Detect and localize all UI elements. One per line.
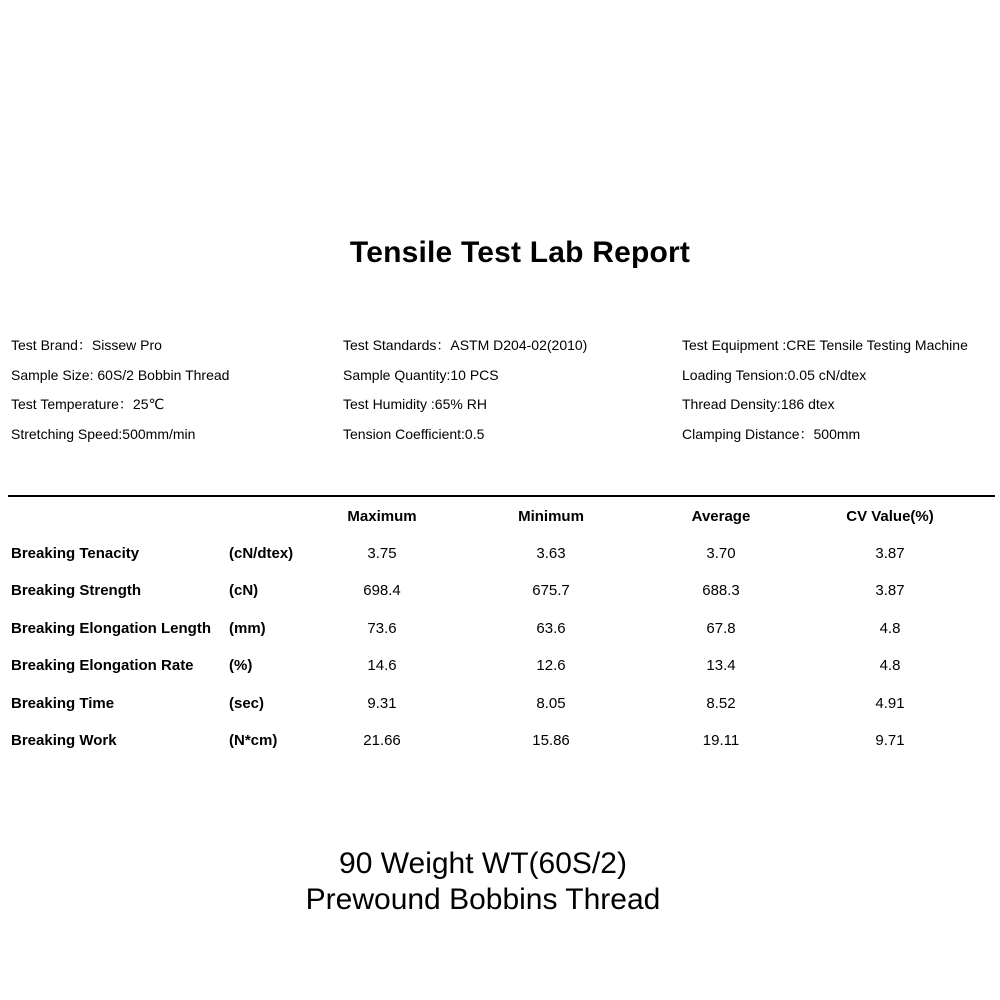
- row-label: Breaking Elongation Length: [11, 620, 212, 637]
- caption-line-2: Prewound Bobbins Thread: [305, 883, 661, 916]
- cell-maximum: 73.6: [367, 620, 397, 637]
- cell-maximum: 14.6: [367, 657, 397, 674]
- results-table: [0, 505, 1000, 761]
- test-info-column-1: [11, 336, 229, 454]
- cell-average: 19.11: [702, 732, 740, 749]
- cell-minimum: 63.6: [536, 620, 566, 637]
- report-title: Tensile Test Lab Report: [349, 236, 691, 269]
- cell-minimum: 675.7: [532, 582, 570, 599]
- cell-maximum: 9.31: [367, 695, 397, 712]
- cell-cv-value: 9.71: [875, 732, 905, 749]
- row-unit: (N*cm): [229, 732, 278, 749]
- row-label: Breaking Tenacity: [11, 545, 140, 562]
- test-humidity: Test Humidity :65% RH: [343, 396, 487, 412]
- cell-cv-value: 4.8: [879, 657, 901, 674]
- header-minimum: Minimum: [518, 508, 584, 525]
- cell-average: 8.52: [706, 695, 736, 712]
- row-label: Breaking Time: [11, 695, 115, 712]
- cell-cv-value: 3.87: [875, 545, 905, 562]
- test-brand: Test Brand：Sissew Pro: [11, 337, 162, 353]
- clamping-distance: Clamping Distance：500mm: [682, 425, 861, 442]
- cell-minimum: 3.63: [536, 545, 566, 562]
- row-unit: (mm): [229, 620, 266, 637]
- sample-size: Sample Size: 60S/2 Bobbin Thread: [11, 366, 230, 383]
- cell-average: 13.4: [706, 657, 736, 674]
- cell-cv-value: 3.87: [875, 582, 905, 599]
- test-temperature: Test Temperature：25℃: [11, 396, 165, 412]
- cell-average: 67.8: [706, 620, 736, 637]
- test-equipment: Test Equipment :CRE Tensile Testing Machine: [682, 337, 968, 353]
- cell-maximum: 698.4: [363, 582, 401, 599]
- row-unit: (cN): [229, 582, 259, 599]
- loading-tension: Loading Tension:0.05 cN/dtex: [682, 366, 867, 383]
- test-info-column-3: [682, 336, 968, 454]
- cell-cv-value: 4.91: [875, 695, 905, 712]
- cell-cv-value: 4.8: [879, 620, 901, 637]
- cell-maximum: 3.75: [367, 545, 397, 562]
- row-label: Breaking Strength: [11, 582, 142, 599]
- row-label: Breaking Work: [11, 732, 117, 749]
- header-average: Average: [691, 508, 751, 525]
- sample-quantity: Sample Quantity:10 PCS: [343, 366, 499, 383]
- test-info-column-2: [343, 336, 587, 454]
- thread-density: Thread Density:186 dtex: [682, 396, 835, 412]
- product-caption: [0, 846, 966, 918]
- tension-coefficient: Tension Coefficient:0.5: [343, 425, 485, 442]
- row-unit: (sec): [229, 695, 265, 712]
- cell-minimum: 8.05: [536, 695, 566, 712]
- header-cv-value: CV Value(%): [846, 508, 934, 525]
- row-unit: (cN/dtex): [229, 545, 294, 562]
- header-maximum: Maximum: [347, 508, 417, 525]
- stretching-speed: Stretching Speed:500mm/min: [11, 425, 196, 442]
- section-divider: [8, 495, 995, 497]
- caption-line-1: 90 Weight WT(60S/2): [339, 847, 627, 880]
- row-unit: (%): [229, 657, 253, 674]
- test-standards: Test Standards：ASTM D204-02(2010): [343, 337, 588, 353]
- cell-average: 688.3: [702, 582, 740, 599]
- row-label: Breaking Elongation Rate: [11, 657, 194, 674]
- cell-minimum: 15.86: [532, 732, 570, 749]
- cell-average: 3.70: [706, 545, 736, 562]
- cell-minimum: 12.6: [536, 657, 566, 674]
- cell-maximum: 21.66: [363, 732, 401, 749]
